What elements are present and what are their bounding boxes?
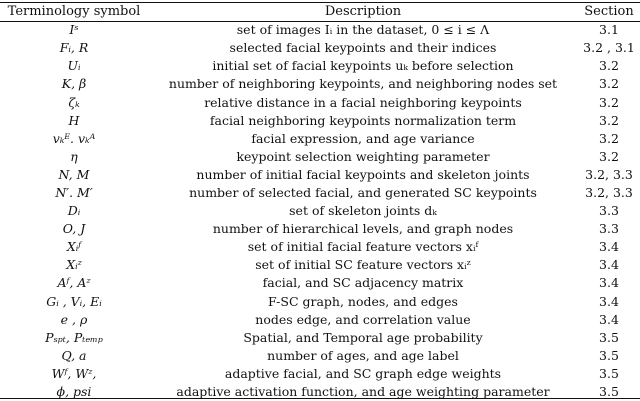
section-cell: 3.2	[599, 148, 619, 164]
section-cell: 3.3	[599, 203, 619, 219]
section-cell: 3.4	[599, 293, 619, 309]
section-cell: 3.1	[599, 22, 619, 38]
section-cell: 3.4	[599, 311, 619, 327]
section-cell: 3.2	[599, 58, 619, 74]
description-cell: selected facial keypoints and their indices	[229, 40, 497, 56]
table-row	[0, 130, 640, 148]
description-cell: Spatial, and Temporal age probability	[243, 329, 483, 345]
symbol-cell: N′. M′	[55, 184, 93, 200]
description-cell: relative distance in a facial neighboring keypoints	[204, 94, 522, 110]
description-cell: initial set of facial keypoints uₖ before selection	[212, 58, 514, 74]
symbol-cell: O, J	[62, 221, 86, 237]
table-row	[0, 274, 640, 292]
description-cell: number of initial facial keypoints and skeleton joints	[196, 166, 530, 182]
symbol-cell: Xᵢᶠ	[66, 239, 82, 255]
section-cell: 3.3	[599, 221, 619, 237]
description-cell: number of neighboring keypoints, and neighboring nodes set	[168, 76, 558, 92]
symbol-cell: Iˢ	[69, 22, 79, 38]
symbol-cell: e , ρ	[60, 311, 88, 327]
table-row	[0, 256, 640, 274]
description-cell: adaptive facial, and SC graph edge weights	[224, 365, 502, 381]
table-row	[0, 238, 640, 256]
description-cell: facial neighboring keypoints normalization term	[209, 112, 517, 128]
table-row	[0, 21, 640, 39]
symbol-cell: H	[68, 112, 80, 128]
table-row	[0, 148, 640, 166]
description-cell: nodes edge, and correlation value	[255, 311, 471, 327]
section-cell: 3.2	[599, 112, 619, 128]
symbol-cell: ϕ, psi	[56, 384, 92, 400]
symbol-cell: Gᵢ , Vᵢ, Eᵢ	[46, 293, 102, 309]
section-cell: 3.2	[599, 130, 619, 146]
table-row	[0, 383, 640, 401]
section-cell: 3.2	[599, 76, 619, 92]
section-cell: 3.5	[599, 365, 619, 381]
symbol-cell: Xᵢᶻ	[66, 257, 82, 273]
table-body	[0, 21, 640, 401]
description-cell: facial, and SC adjacency matrix	[262, 275, 464, 291]
symbol-cell: vₖᴱ. vₖᴬ	[52, 130, 96, 146]
description-cell: set of skeleton joints dₖ	[289, 203, 437, 219]
description-cell: number of selected facial, and generated SC keypoints	[189, 184, 537, 200]
description-cell: facial expression, and age variance	[251, 130, 475, 146]
symbol-cell: Dᵢ	[67, 203, 81, 219]
description-cell: set of initial SC feature vectors xᵢᶻ	[255, 257, 471, 273]
symbol-cell: Uᵢ	[67, 58, 81, 74]
symbol-cell: Pₛₚₜ, Pₜₑₘₚ	[45, 329, 103, 345]
table-row	[0, 166, 640, 184]
notation-table	[0, 3, 640, 401]
section-cell: 3.2, 3.3	[585, 166, 633, 182]
description-cell: set of images Iᵢ in the dataset, 0 ≤ i ≤ Λ	[236, 22, 490, 38]
symbol-cell: Wᶠ, Wᶻ,	[51, 365, 97, 381]
table-row	[0, 93, 640, 111]
header-section: Section	[584, 4, 634, 20]
symbol-cell: Fᵢ, R	[59, 40, 89, 56]
section-cell: 3.2, 3.3	[585, 184, 633, 200]
section-cell: 3.4	[599, 275, 619, 291]
description-cell: F-SC graph, nodes, and edges	[268, 293, 458, 309]
table-row	[0, 57, 640, 75]
table-row	[0, 329, 640, 347]
table-row	[0, 365, 640, 383]
section-cell: 3.2 , 3.1	[583, 40, 635, 56]
table-row	[0, 311, 640, 329]
symbol-cell: K, β	[61, 76, 87, 92]
description-cell: adaptive activation function, and age weighting parameter	[176, 384, 550, 400]
header-description: Description	[324, 4, 402, 20]
description-cell: number of ages, and age label	[267, 347, 459, 363]
section-cell: 3.5	[599, 347, 619, 363]
symbol-cell: Q, a	[61, 347, 87, 363]
description-cell: number of hierarchical levels, and graph nodes	[212, 221, 514, 237]
table-row	[0, 39, 640, 57]
table-row	[0, 220, 640, 238]
table-row	[0, 112, 640, 130]
section-cell: 3.5	[599, 329, 619, 345]
symbol-cell: N, M	[58, 166, 90, 182]
section-cell: 3.4	[599, 239, 619, 255]
header-symbol: Terminology symbol	[7, 4, 141, 20]
table-row	[0, 202, 640, 220]
symbol-cell: Aᶠ, Aᶻ	[57, 275, 91, 291]
table-row	[0, 75, 640, 93]
table-row	[0, 347, 640, 365]
description-cell: set of initial facial feature vectors xᵢᶠ	[247, 239, 479, 255]
symbol-cell: η	[70, 148, 78, 164]
table-row	[0, 184, 640, 202]
section-cell: 3.5	[599, 384, 619, 400]
symbol-cell: ζₖ	[68, 94, 80, 110]
section-cell: 3.2	[599, 94, 619, 110]
header-row	[0, 3, 640, 21]
description-cell: keypoint selection weighting parameter	[236, 148, 490, 164]
section-cell: 3.4	[599, 257, 619, 273]
table-header	[0, 3, 640, 21]
table-row	[0, 293, 640, 311]
